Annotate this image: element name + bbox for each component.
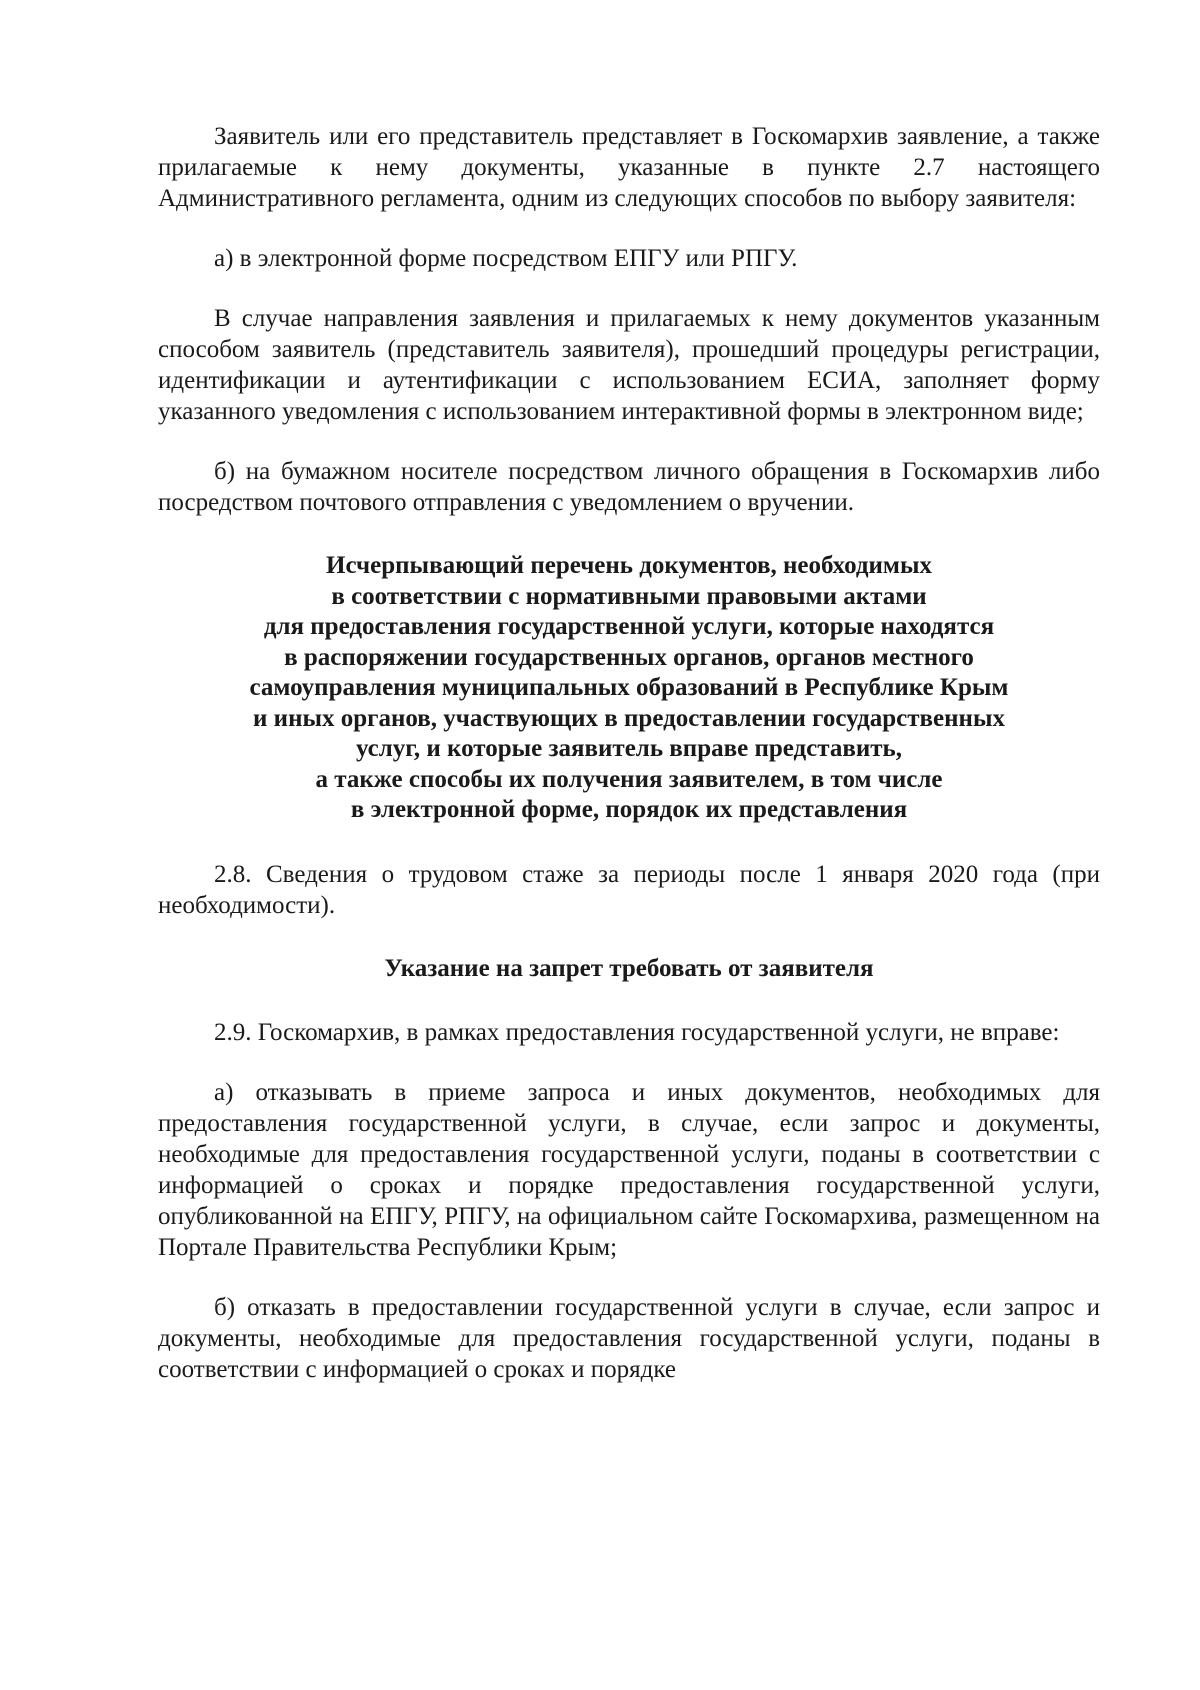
paragraph-2-8-work-experience: 2.8. Сведения о трудовом стаже за периоды после 1 января 2020 года (при необходимости).: [158, 860, 1100, 919]
paragraph-esia-procedure: В случае направления заявления и прилагаемых к нему документов указанным способом заявитель (представитель заявителя), прошедший процедуры регистрации, идентификации и аутентификации с использованием ЕСИА, заполняет форму указанного уведомления с использованием интерактивной формы в электронном виде;: [158, 305, 1100, 425]
heading-line: в электронной форме, порядок их представления: [350, 796, 908, 823]
paragraph-refusal-to-provide: б) отказать в предоставлении государственной услуги в случае, если запрос и документы, необходимые для предоставления государственной услуги, поданы в соответствии с информацией о сроках и порядке: [158, 1294, 1100, 1383]
paragraph-electronic-form: а) в электронной форме посредством ЕПГУ или РПГУ.: [214, 245, 798, 272]
paragraph-2-9-not-entitled: 2.9. Госкомархив, в рамках предоставления государственной услуги, не вправе:: [214, 1019, 1060, 1046]
document-body: [158, 121, 1100, 1385]
section-heading-documents-list: [158, 551, 1100, 826]
heading-line: услуг, и которые заявитель вправе представить,: [355, 735, 903, 762]
heading-line: в распоряжении государственных органов, органов местного: [284, 643, 974, 671]
heading-line: Указание на запрет требовать от заявителя: [384, 954, 874, 982]
heading-line: в соответствии с нормативными правовыми актами: [331, 582, 927, 610]
heading-line: а также способы их получения заявителем, в том числе: [315, 765, 943, 793]
heading-line: Исчерпывающий перечень документов, необходимых: [326, 552, 932, 579]
heading-line: самоуправления муниципальных образований в Республике Крым: [249, 674, 1009, 701]
paragraph-refusal-to-accept: а) отказывать в приеме запроса и иных документов, необходимых для предоставления государственной услуги, в случае, если запрос и документы, необходимые для предоставления государственной услуги, поданы в соответствии с информацией о сроках и порядке предоставления государственной услуги, опубликованной на ЕПГУ, РПГУ, на официальном сайте Госкомархива, размещенном на Портале Правительства Республики Крым;: [158, 1079, 1100, 1261]
section-heading-prohibition: [158, 954, 1100, 985]
paragraph-submission-methods: Заявитель или его представитель представляет в Госкомархив заявление, а также прилагаемые к нему документы, указанные в пункте 2.7 настоящего Административного регламента, одним из следующих способов по выбору заявителя:: [158, 123, 1100, 212]
heading-line: для предоставления государственной услуги, которые находятся: [263, 613, 995, 640]
paragraph-paper-form: б) на бумажном носителе посредством личного обращения в Госкомархив либо посредством почтового отправления с уведомлением о вручении.: [158, 458, 1100, 516]
heading-line: и иных органов, участвующих в предоставлении государственных: [253, 704, 1005, 732]
